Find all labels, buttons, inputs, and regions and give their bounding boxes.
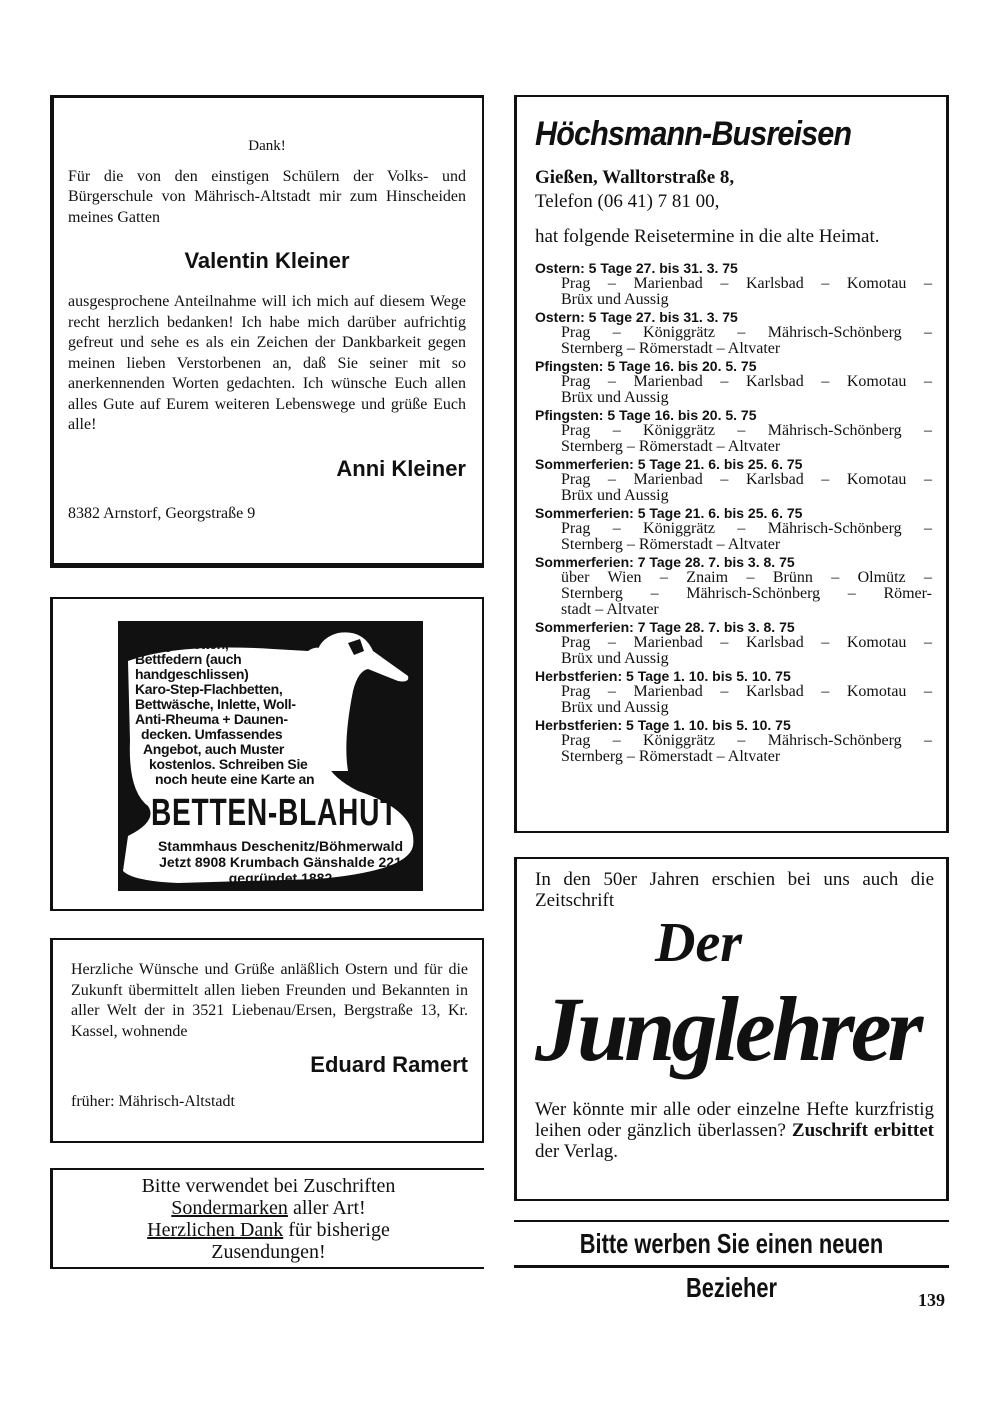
trip-route-line: Brüx und Aussig <box>561 389 669 406</box>
dank-text1: Für die von den einstigen Schülern der Volks- und Bürgerschule von Mährisch-Altstadt mir zum Hinscheiden meines Gatten <box>68 167 466 226</box>
ad-line: kostenlos. Schreiben Sie <box>149 756 308 772</box>
trip-list <box>535 260 932 765</box>
request-underlined: Sondermarken <box>171 1197 288 1219</box>
ad-line: noch heute eine Karte an <box>155 771 315 787</box>
request-bold: Zuschrift erbittet <box>791 1120 934 1141</box>
trip-route-line: Prag – Königgrätz – Mährisch-Schönberg – <box>561 520 932 537</box>
trip-item <box>535 309 932 357</box>
ad-line: Fertige Betten, <box>135 636 229 652</box>
ad-line: Anti-Rheuma + Daunen- <box>135 711 288 727</box>
deceased-name: Valentin Kleiner <box>184 248 350 273</box>
ad-footer-line: gegründet 1882 <box>228 870 333 886</box>
dank-notice <box>50 95 484 568</box>
greetings-text: Herzliche Wünsche und Grüße anläßlich Ostern und für die Zukunft übermittelt allen lieben Freunden und Bekannten in aller Welt der in 3521 Liebenau/Ersen, Bergstraße 13, Kr. Kassel, wohnende <box>71 961 468 1040</box>
dank-heading: Dank! <box>248 138 286 154</box>
request-end: der Verlag. <box>535 1141 619 1162</box>
banner-text: Bitte werben Sie einen neuen Bezieher <box>579 1228 884 1303</box>
trip-route-line: Sternberg – Römerstadt – Altvater <box>561 748 781 765</box>
trip-item <box>535 554 932 618</box>
trip-route-line: Brüx und Aussig <box>561 487 669 504</box>
greetings-notice <box>50 938 484 1143</box>
trip-route-line: über Wien – Znaim – Brünn – Olmütz – <box>561 569 932 586</box>
request-line: Zusendungen! <box>211 1241 326 1263</box>
trip-route-line: Prag – Königgrätz – Mährisch-Schönberg – <box>561 324 932 341</box>
greetings-origin: früher: Mährisch-Altstadt <box>71 1093 235 1110</box>
trip-heading: Pfingsten: 5 Tage 16. bis 20. 5. 75 <box>535 407 757 423</box>
bus-address: Gießen, Walltorstraße 8, <box>535 167 735 188</box>
trip-item <box>535 668 932 716</box>
trip-heading: Sommerferien: 7 Tage 28. 7. bis 3. 8. 75 <box>535 619 795 635</box>
betten-blahut-ad <box>50 597 484 911</box>
dank-address: 8382 Arnstorf, Georgstraße 9 <box>68 504 256 522</box>
request-underlined: Herzlichen Dank <box>147 1219 284 1241</box>
dank-text2: ausgesprochene Anteilnahme will ich mich auf diesem Wege recht herzlich bedanken! Ich habe mich darüber aufrichtig gefreut und sehe es als ein Zeichen der Dankbarkeit gegen meinen lieben Verstorbenen an, daß Sie seiner mit so anerkennenden Worten gedachten. Ich wünsche Euch allen alles Gute auf Eurem weiteren Lebenswege und grüße Euch alle! <box>68 293 466 433</box>
ad-line: Angebot, auch Muster <box>143 741 285 757</box>
trip-route-line: Prag – Marienbad – Karlsbad – Komotau – <box>561 471 932 488</box>
junglehrer-intro: In den 50er Jahren erschien bei uns auch die Zeitschrift <box>535 869 934 911</box>
trip-item <box>535 407 932 455</box>
greetings-signature: Eduard Ramert <box>310 1052 468 1077</box>
trip-route-line: Brüx und Aussig <box>561 291 669 308</box>
trip-item <box>535 456 932 504</box>
ad-footer-line: Jetzt 8908 Krumbach Gänshalde 221 <box>159 854 402 870</box>
junglehrer-request <box>535 1099 934 1162</box>
bus-phone: Telefon (06 41) 7 81 00, <box>535 191 720 212</box>
ad-footer <box>133 838 428 886</box>
page-number: 139 <box>918 1290 945 1310</box>
trip-route-line: Prag – Marienbad – Karlsbad – Komotau – <box>561 683 932 700</box>
trip-heading: Ostern: 5 Tage 27. bis 31. 3. 75 <box>535 309 738 325</box>
ad-line: Karo-Step-Flachbetten, <box>135 681 283 697</box>
ad-line: decken. Umfassendes <box>141 726 283 742</box>
request-text: Wer könnte mir alle oder einzelne Hefte kurzfristig leihen oder gänzlich überlassen? <box>535 1099 934 1141</box>
trip-heading: Pfingsten: 5 Tage 16. bis 20. 5. 75 <box>535 358 757 374</box>
trip-route-line: Prag – Marienbad – Karlsbad – Komotau – <box>561 634 932 651</box>
stamps-request <box>50 1168 484 1269</box>
trip-route-line: Prag – Königgrätz – Mährisch-Schönberg – <box>561 732 932 749</box>
request-line: aller Art! <box>287 1197 366 1219</box>
trip-route-line: Prag – Marienbad – Karlsbad – Komotau – <box>561 275 932 292</box>
trip-route-line: Brüx und Aussig <box>561 699 669 716</box>
bus-tours-ad <box>514 95 949 833</box>
trip-item <box>535 619 932 667</box>
junglehrer-notice <box>514 857 949 1201</box>
trip-heading: Sommerferien: 5 Tage 21. 6. bis 25. 6. 75 <box>535 505 803 521</box>
bus-intro: hat folgende Reisetermine in die alte Heimat. <box>535 226 880 247</box>
logo-line2: Junglehrer <box>535 978 920 1080</box>
trip-item <box>535 260 932 308</box>
trip-route-line: Prag – Königgrätz – Mährisch-Schönberg – <box>561 422 932 439</box>
trip-heading: Sommerferien: 5 Tage 21. 6. bis 25. 6. 75 <box>535 456 803 472</box>
trip-route-line: Sternberg – Römerstadt – Altvater <box>561 438 781 455</box>
dank-signature: Anni Kleiner <box>336 455 466 481</box>
logo-line1: Der <box>655 912 743 974</box>
brand-name: BETTEN-BLAHUT <box>151 792 399 834</box>
ad-line: handgeschlissen) <box>135 666 249 682</box>
trip-route-line: Brüx und Aussig <box>561 650 669 667</box>
trip-route-line: Sternberg – Mährisch-Schönberg – Römer- <box>561 585 932 602</box>
trip-route-line: stadt – Altvater <box>561 601 659 618</box>
trip-heading: Sommerferien: 7 Tage 28. 7. bis 3. 8. 75 <box>535 554 795 570</box>
bus-company-title: Höchsmann-Busreisen <box>535 115 852 153</box>
trip-item <box>535 717 932 765</box>
trip-route-line: Prag – Marienbad – Karlsbad – Komotau – <box>561 373 932 390</box>
trip-heading: Ostern: 5 Tage 27. bis 31. 3. 75 <box>535 260 738 276</box>
ad-line: Bettfedern (auch <box>135 651 242 667</box>
trip-route-line: Sternberg – Römerstadt – Altvater <box>561 340 781 357</box>
trip-heading: Herbstferien: 5 Tage 1. 10. bis 5. 10. 75 <box>535 717 791 733</box>
ad-line: Bettwäsche, Inlette, Woll- <box>135 696 296 712</box>
trip-route-line: Sternberg – Römerstadt – Altvater <box>561 536 781 553</box>
request-line: Bitte verwendet bei Zuschriften <box>141 1175 396 1197</box>
ad-text <box>135 637 314 787</box>
ad-footer-line: Stammhaus Deschenitz/Böhmerwald <box>157 838 404 854</box>
request-line: für bisherige <box>283 1219 390 1241</box>
trip-heading: Herbstferien: 5 Tage 1. 10. bis 5. 10. 75 <box>535 668 791 684</box>
trip-item <box>535 358 932 406</box>
junglehrer-logo <box>535 911 934 1099</box>
trip-item <box>535 505 932 553</box>
